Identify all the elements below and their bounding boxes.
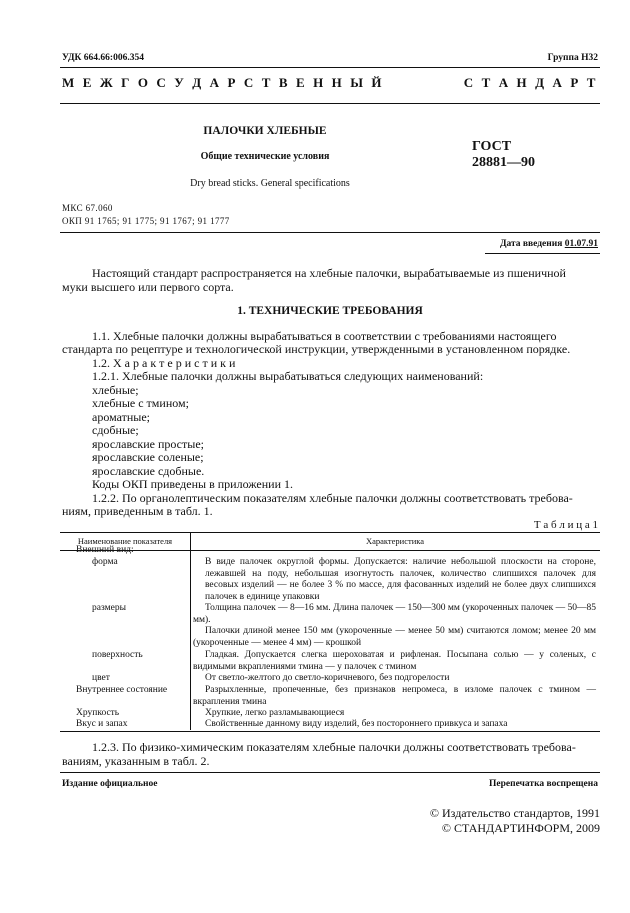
table-row-desc: От светло-желтого до светло-коричневого, без подгорелости — [205, 673, 450, 683]
name-list-item: хлебные с тмином; — [92, 396, 189, 410]
table-row-name: Внешний вид: — [76, 545, 134, 555]
reprint-prohibited: Перепечатка воспрещена — [488, 779, 598, 789]
udk-code: УДК 664.66:006.354 — [62, 53, 144, 63]
table-row-desc: Палочки длиной менее 150 мм (укороченные — менее 50 мм) считаются ломом; менее 20 мм (укороченные — менее 4 мм) — крошкой — [193, 626, 596, 648]
banner-rule — [60, 103, 600, 104]
table-row-desc: В виде палочек округлой формы. Допускается: наличие небольшой плоскости на стороне, лежавшей на поду, небольшая изогнутость палочек, количество слипшихся палочек для весовых изделий — не более 3 % по массе, для фасованных изделий не более двух слипшихся палочек в единице упаковки — [205, 557, 596, 602]
table-row-name: форма — [92, 557, 118, 567]
table-top-rule — [60, 532, 600, 533]
english-title: Dry bread sticks. General specifications — [190, 178, 350, 189]
table-caption: Т а б л и ц а 1 — [533, 519, 598, 531]
name-list-item: ярославские простые; — [92, 437, 204, 451]
table-header-rule — [60, 550, 600, 551]
clause-1-1-line-1: 1.1. Хлебные палочки должны вырабатываться в соответствии с требованиями настоящего — [92, 329, 557, 343]
table-row-desc: Гладкая. Допускается слегка шероховатая и рифленая. Посыпана солью — у соленых, с видимыми вкраплениями тмина — у палочек с тмином — [193, 650, 596, 672]
table-row-desc: Хрупкие, легко разламывающиеся — [205, 708, 345, 718]
table-row-name: Хрупкость — [76, 708, 120, 718]
date-underline — [485, 253, 600, 254]
table-row-desc: Свойственные данному виду изделий, без постороннего привкуса и запаха — [205, 719, 508, 729]
name-list-item: ароматные; — [92, 410, 151, 424]
header-rule — [60, 67, 600, 68]
section-heading: 1. ТЕХНИЧЕСКИЕ ТРЕБОВАНИЯ — [237, 305, 423, 317]
scope-line-1: Настоящий стандарт распространяется на хлебные палочки, вырабатываемые из пшеничной — [92, 266, 566, 280]
okp-note: Коды ОКП приведены в приложении 1. — [92, 477, 294, 491]
table-bottom-rule — [60, 731, 600, 732]
gost-number: 28881—90 — [472, 155, 535, 170]
clause-1-2: 1.2. Х а р а к т е р и с т и к и — [92, 356, 236, 370]
intro-rule — [60, 232, 600, 233]
gost-label: ГОСТ — [472, 139, 512, 154]
copyright-standartinform: © СТАНДАРТИНФОРМ, 2009 — [441, 821, 600, 835]
banner-standard: С Т А Н Д А Р Т — [463, 75, 598, 90]
group-code: Группа Н32 — [547, 53, 598, 63]
scope-line-2: муки высшего или первого сорта. — [62, 280, 234, 294]
clause-1-2-3-line-2: ваниям, указанным в табл. 2. — [62, 754, 210, 768]
document-title: ПАЛОЧКИ ХЛЕБНЫЕ — [203, 125, 327, 137]
official-edition: Издание официальное — [62, 779, 158, 789]
footer-rule — [60, 772, 600, 773]
introduction-date-value: 01.07.91 — [564, 239, 598, 249]
banner-interstate: М Е Ж Г О С У Д А Р С Т В Е Н Н Ы Й — [62, 75, 385, 90]
table-row-desc: Разрыхленные, пропеченные, без признаков непромеса, в изломе палочек с тмином — вкрапления тмина — [193, 685, 596, 707]
table-column-divider — [190, 550, 191, 730]
table-row-name: Внутреннее состояние — [76, 685, 168, 695]
name-list-item: ярославские сдобные. — [92, 464, 205, 478]
clause-1-2-2-line-2: ниям, приведенным в табл. 1. — [62, 504, 213, 518]
clause-1-2-1: 1.2.1. Хлебные палочки должны вырабатываться следующих наименований: — [92, 369, 484, 383]
clause-1-2-2-line-1: 1.2.2. По органолептическим показателям хлебные палочки должны соответствовать требова- — [92, 491, 573, 505]
name-list-item: хлебные; — [92, 383, 139, 397]
introduction-date-label: Дата введения — [499, 239, 563, 249]
table-row-name: размеры — [92, 603, 126, 613]
table-row-name: Вкус и запах — [76, 719, 128, 729]
introduction-date — [500, 239, 598, 249]
document-subtitle: Общие технические условия — [200, 151, 330, 162]
table-row-desc: Толщина палочек — 8—16 мм. Длина палочек — 150—300 мм (укороченных палочек — 50—85 мм). — [193, 603, 596, 625]
table-header-name: Наименование показателя — [77, 536, 173, 546]
name-list-item: ярославские соленые; — [92, 450, 204, 464]
okp-code: ОКП 91 1765; 91 1775; 91 1767; 91 1777 — [62, 216, 230, 226]
table-header-characteristic: Характеристика — [365, 536, 425, 546]
clause-1-1-line-2: стандарта по рецептуре и технологической инструкции, утвержденными в установленном порядке. — [62, 342, 571, 356]
table-row-name: поверхность — [92, 650, 143, 660]
mks-code: МКС 67.060 — [62, 203, 113, 213]
clause-1-2-3-line-1: 1.2.3. По физико-химическим показателям хлебные палочки должны соответствовать требова- — [92, 740, 576, 754]
name-list-item: сдобные; — [92, 423, 139, 437]
copyright-publisher: © Издательство стандартов, 1991 — [429, 806, 600, 820]
table-row-name: цвет — [92, 673, 110, 683]
